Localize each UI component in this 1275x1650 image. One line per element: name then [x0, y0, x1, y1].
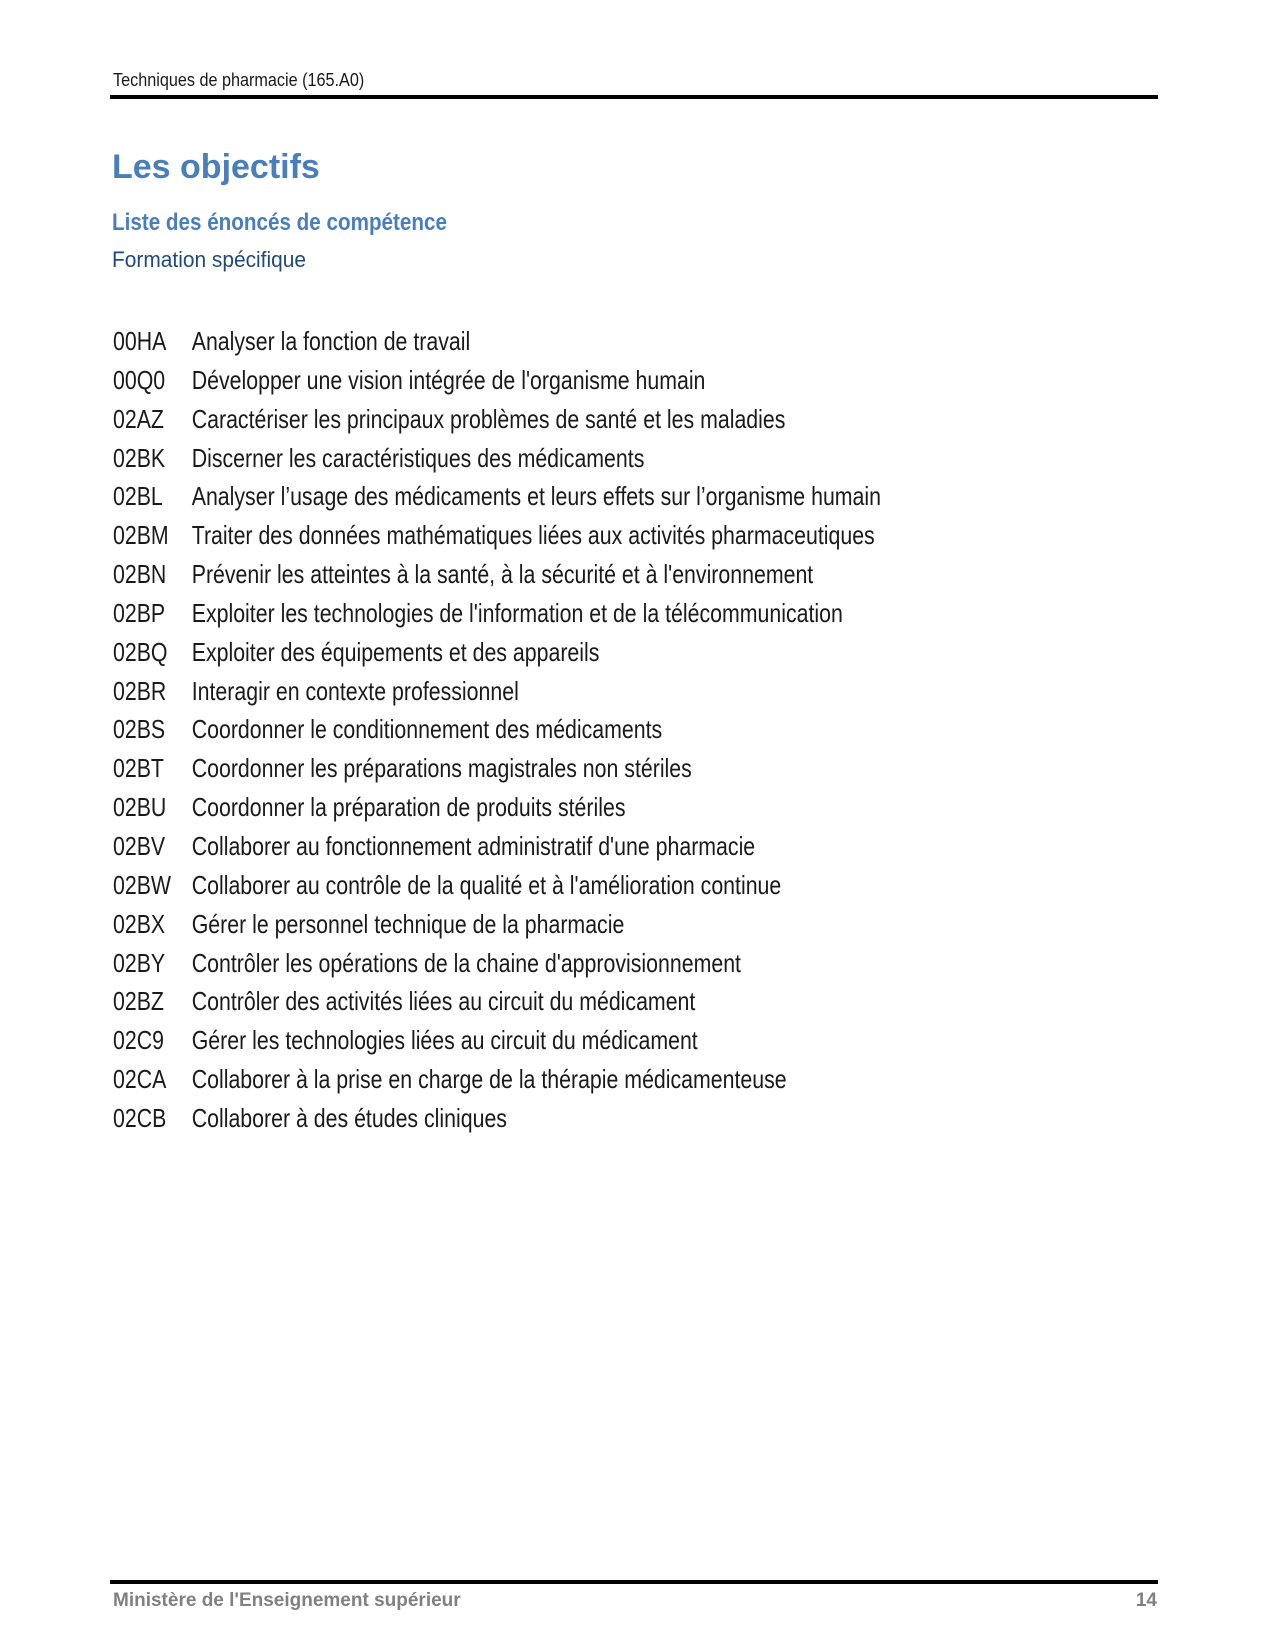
- competency-row: [113, 1060, 1015, 1099]
- competency-row: [113, 982, 1015, 1021]
- competency-row: [113, 710, 1015, 749]
- competency-row: [113, 633, 1015, 672]
- competency-code: 02BZ: [113, 986, 164, 1017]
- footer-ministry-label: Ministère de l'Enseignement supérieur: [113, 1590, 461, 1611]
- competency-row: [113, 594, 1015, 633]
- competency-label: Gérer les technologies liées au circuit du médicament: [191, 1025, 698, 1056]
- competency-label: Discerner les caractéristiques des médicaments: [191, 442, 645, 473]
- competency-row: [113, 477, 1015, 516]
- competency-code: 02BX: [113, 908, 166, 939]
- competency-label: Collaborer au fonctionnement administratif d'une pharmacie: [191, 830, 756, 861]
- competency-row: [113, 400, 1015, 439]
- competency-label: Analyser la fonction de travail: [191, 326, 471, 356]
- competency-label: Prévenir les atteintes à la santé, à la sécurité et à l'environnement: [191, 559, 814, 590]
- competency-code: 00Q0: [113, 364, 166, 395]
- competency-label: Coordonner le conditionnement des médicaments: [191, 714, 663, 745]
- competency-label: Gérer le personnel technique de la pharmacie: [191, 908, 625, 939]
- footer-page-number: 14: [1135, 1590, 1157, 1611]
- page-subtitle: Liste des énoncés de compétence: [112, 209, 447, 236]
- competency-row: [113, 361, 1015, 400]
- competency-code: 02C9: [113, 1025, 164, 1056]
- competency-code: 02CA: [113, 1064, 167, 1095]
- section-heading: Formation spécifique: [112, 247, 307, 272]
- competency-code: 02AZ: [113, 403, 164, 434]
- competency-code: 00HA: [113, 326, 167, 356]
- competency-label: Contrôler des activités liées au circuit du médicament: [191, 986, 696, 1017]
- competency-code: 02BU: [113, 792, 167, 823]
- competency-label: Interagir en contexte professionnel: [191, 675, 519, 706]
- competency-label: Collaborer à des études cliniques: [191, 1102, 507, 1133]
- competency-code: 02BR: [113, 675, 167, 706]
- competency-label: Développer une vision intégrée de l'organisme humain: [191, 364, 706, 395]
- header-rule: [110, 95, 1158, 99]
- competency-code: 02BM: [113, 520, 169, 551]
- competency-row: [113, 788, 1015, 827]
- competency-code: 02BS: [113, 714, 166, 745]
- competency-label: Analyser l’usage des médicaments et leurs effets sur l’organisme humain: [191, 481, 882, 512]
- competency-code: 02BP: [113, 597, 166, 628]
- competency-code: 02BL: [113, 481, 163, 512]
- competency-list: [113, 322, 1213, 1138]
- competency-row: [113, 672, 1015, 711]
- running-header-title: Techniques de pharmacie (165.A0): [113, 70, 365, 90]
- competency-row: [113, 827, 1015, 866]
- competency-label: Exploiter les technologies de l'information et de la télécommunication: [191, 597, 843, 628]
- competency-row: [113, 439, 1015, 478]
- competency-row: [113, 866, 1015, 905]
- competency-code: 02BQ: [113, 636, 168, 667]
- competency-row: [113, 944, 1015, 983]
- competency-code: 02BK: [113, 442, 166, 473]
- competency-row: [113, 516, 1015, 555]
- competency-label: Collaborer à la prise en charge de la thérapie médicamenteuse: [191, 1064, 787, 1095]
- competency-code: 02BN: [113, 559, 167, 590]
- competency-row: [113, 749, 1015, 788]
- footer-rule: [110, 1580, 1158, 1584]
- competency-label: Collaborer au contrôle de la qualité et à l'amélioration continue: [191, 869, 782, 900]
- competency-row: [113, 1099, 1015, 1138]
- competency-row: [113, 1021, 1015, 1060]
- competency-code: 02CB: [113, 1102, 167, 1133]
- competency-label: Caractériser les principaux problèmes de santé et les maladies: [191, 403, 786, 434]
- competency-label: Traiter des données mathématiques liées aux activités pharmaceutiques: [191, 520, 875, 551]
- competency-code: 02BW: [113, 869, 172, 900]
- competency-row: [113, 322, 1015, 361]
- competency-code: 02BV: [113, 830, 166, 861]
- competency-code: 02BY: [113, 947, 166, 978]
- competency-row: [113, 555, 1015, 594]
- document-footer: [113, 1590, 1157, 1612]
- competency-label: Coordonner la préparation de produits stériles: [191, 792, 626, 823]
- competency-label: Coordonner les préparations magistrales non stériles: [191, 753, 692, 784]
- competency-label: Contrôler les opérations de la chaine d'approvisionnement: [191, 947, 741, 978]
- competency-label: Exploiter des équipements et des appareils: [191, 636, 600, 667]
- competency-row: [113, 905, 1015, 944]
- page-title: Les objectifs: [112, 148, 320, 186]
- competency-code: 02BT: [113, 753, 164, 784]
